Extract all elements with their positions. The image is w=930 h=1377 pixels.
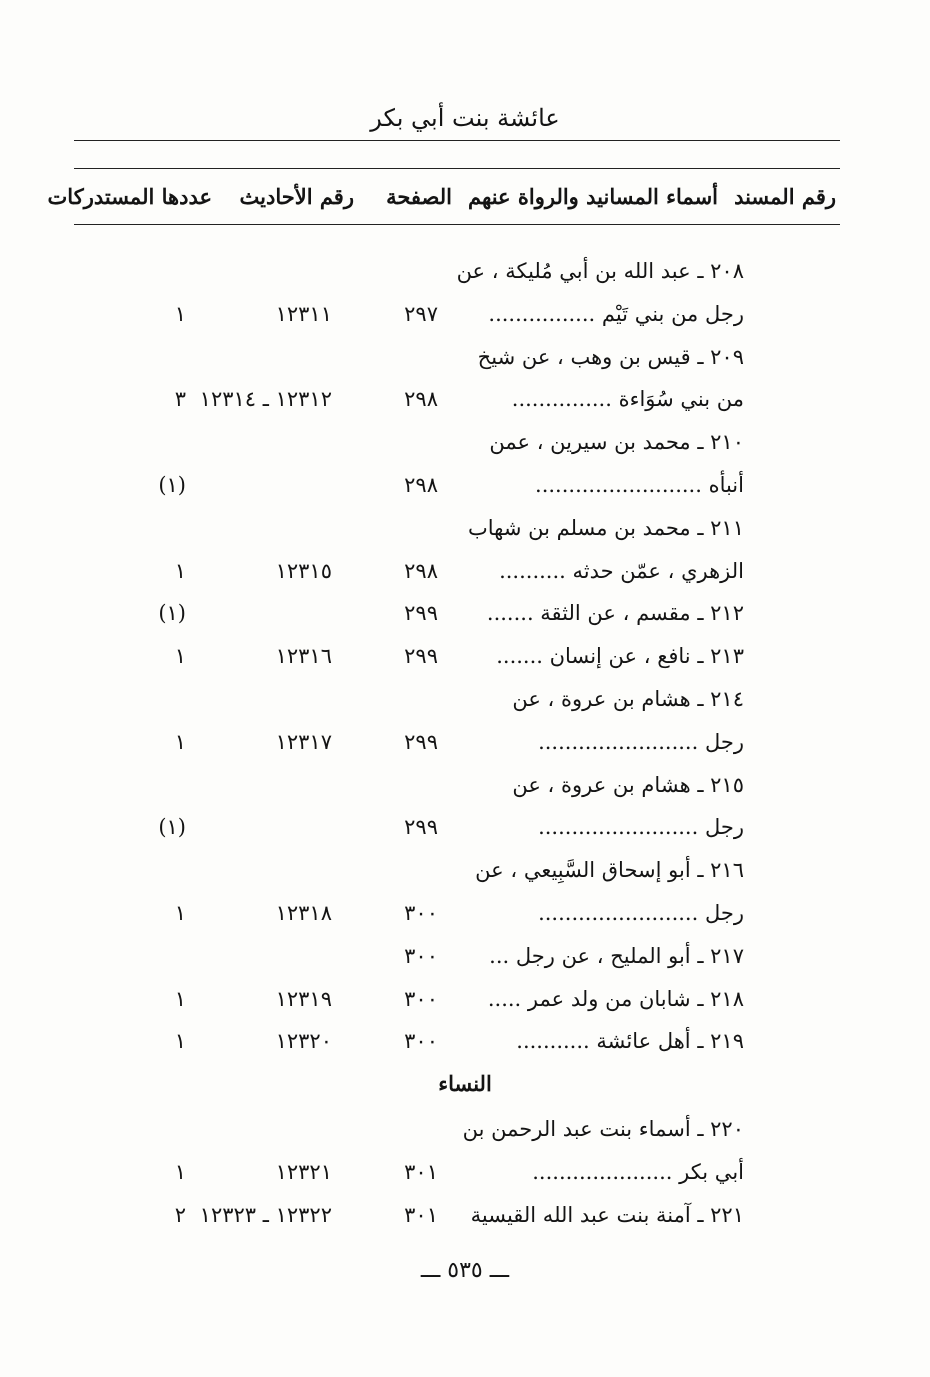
entry-count: ١ — [174, 901, 186, 925]
entry-page: ٣٠١ — [404, 1202, 438, 1227]
table-row — [0, 1195, 930, 1235]
entry-hadith-numbers: ١٢٣١٥ — [275, 558, 332, 583]
entry-count: ٢ — [174, 1202, 186, 1227]
entry-name: ٢٠٨ ـ عبد الله بن أبي مُليكة ، عن — [456, 259, 744, 283]
entry-count: ١ — [174, 644, 186, 669]
entry-name: رجل ........................ — [538, 815, 744, 840]
entry-name: ٢١٣ ـ نافع ، عن إنسان ....... — [496, 644, 744, 669]
entry-page: ٣٠٠ — [404, 1029, 438, 1054]
entry-name: ٢٠٩ ـ قيس بن وهب ، عن شيخ — [477, 344, 744, 369]
table-row — [0, 722, 930, 762]
entry-count: (١) — [158, 815, 186, 840]
entry-hadith-numbers: ١٢٣٢٠ — [275, 1029, 332, 1054]
entry-page: ٢٩٨ — [404, 558, 438, 583]
entry-hadith-numbers: ١٢٣٢١ — [275, 1159, 332, 1184]
table-row — [0, 422, 930, 462]
running-title: عائشة بنت أبي بكر — [370, 104, 560, 132]
table-row — [0, 936, 930, 976]
entry-page: ٣٠١ — [404, 1159, 438, 1184]
table-row — [0, 636, 930, 676]
entry-name: ٢١٨ ـ شابان من ولد عمر ..... — [487, 986, 744, 1011]
entry-hadith-numbers: ١٢٣٢٢ ـ ١٢٣٢٣ — [199, 1202, 332, 1227]
table-row — [0, 337, 930, 377]
entry-name: ٢١٢ ـ مقسم ، عن الثقة ....... — [486, 601, 744, 626]
entry-name: ٢١١ ـ محمد بن مسلم بن شهاب — [467, 515, 744, 540]
entry-count: ١ — [174, 986, 186, 1011]
entry-hadith-numbers: ١٢٣١٨ — [275, 901, 332, 925]
entry-name: من بني سُوَاءة ............... — [511, 387, 744, 412]
entry-count: ١ — [174, 1159, 186, 1184]
table-row — [0, 979, 930, 1019]
entry-name: أبي بكر ..................... — [532, 1159, 744, 1184]
entry-name: ٢١٠ ـ محمد بن سيرين ، عمن — [489, 430, 744, 455]
entry-hadith-numbers: ١٢٣١٢ ـ ١٢٣١٤ — [199, 387, 332, 412]
entry-page: ٢٩٩ — [404, 601, 438, 626]
entry-page: ٢٩٨ — [404, 387, 438, 412]
entry-hadith-numbers: ١٢٣١١ — [275, 301, 332, 326]
entry-page: ٣٠٠ — [404, 986, 438, 1011]
entry-count: (١) — [158, 473, 186, 497]
page-number: ـــ ٥٣٥ ـــ — [420, 1258, 510, 1283]
header-names: أسماء المسانيد والرواة عنهم — [468, 184, 718, 209]
entry-count: (١) — [158, 601, 186, 626]
table-row — [0, 893, 930, 933]
table-row — [0, 251, 930, 291]
header-top-rule — [74, 168, 840, 169]
entry-count: ١ — [174, 729, 186, 754]
table-row — [0, 807, 930, 847]
entry-name: ٢٢١ ـ آمنة بنت عبد الله القيسية — [470, 1202, 744, 1227]
entry-name: ٢١٦ ـ أبو إسحاق السَّبِيعي ، عن — [475, 858, 744, 883]
entry-page: ٢٩٨ — [404, 473, 438, 497]
entry-name: ٢١٥ ـ هشام بن عروة ، عن — [512, 772, 744, 797]
entry-page: ٣٠٠ — [404, 901, 438, 925]
title-rule — [74, 140, 840, 141]
entry-page: ٢٩٩ — [404, 815, 438, 840]
entry-count: ١ — [174, 301, 186, 326]
entry-name: رجل ........................ — [538, 729, 744, 754]
entry-name: ٢١٧ ـ أبو المليح ، عن رجل ... — [489, 943, 744, 968]
table-row — [0, 379, 930, 419]
header-hadith-numbers: رقم الأحاديث — [239, 184, 354, 209]
entry-name: الزهري ، عمّن حدثه .......... — [499, 558, 744, 583]
entry-page: ٢٩٩ — [404, 644, 438, 669]
table-row — [0, 465, 930, 505]
entry-page: ٢٩٩ — [404, 729, 438, 754]
entry-hadith-numbers: ١٢٣١٦ — [275, 644, 332, 669]
entry-name: ٢٢٠ ـ أسماء بنت عبد الرحمن بن — [462, 1117, 744, 1141]
table-row — [0, 679, 930, 719]
entry-hadith-numbers: ١٢٣١٧ — [275, 729, 332, 754]
table-row — [0, 1021, 930, 1061]
section-title: النساء — [438, 1071, 492, 1096]
entry-name: أنبأه ......................... — [535, 473, 744, 497]
table-row — [0, 765, 930, 805]
entry-count: ٣ — [174, 387, 186, 412]
entry-name: رجل من بني تَيْم ................ — [488, 301, 744, 326]
header-page: الصفحة — [386, 184, 452, 209]
table-row — [0, 1152, 930, 1192]
table-row — [0, 508, 930, 548]
entry-count: ١ — [174, 558, 186, 583]
header-musnad-number: رقم المسند — [734, 184, 836, 209]
entry-page: ٣٠٠ — [404, 943, 438, 968]
header-bottom-rule — [74, 224, 840, 225]
table-row — [0, 593, 930, 633]
entry-name: ٢١٩ ـ أهل عائشة ........... — [516, 1029, 744, 1054]
table-row — [0, 1109, 930, 1149]
entry-name: رجل ........................ — [538, 901, 744, 925]
entry-page: ٢٩٧ — [404, 301, 438, 326]
table-row — [0, 294, 930, 334]
entry-hadith-numbers: ١٢٣١٩ — [275, 986, 332, 1011]
entry-count: ١ — [174, 1029, 186, 1054]
header-count: عددها المستدركات — [47, 184, 212, 209]
table-row — [0, 850, 930, 890]
table-row — [0, 551, 930, 591]
entry-name: ٢١٤ ـ هشام بن عروة ، عن — [512, 687, 744, 711]
